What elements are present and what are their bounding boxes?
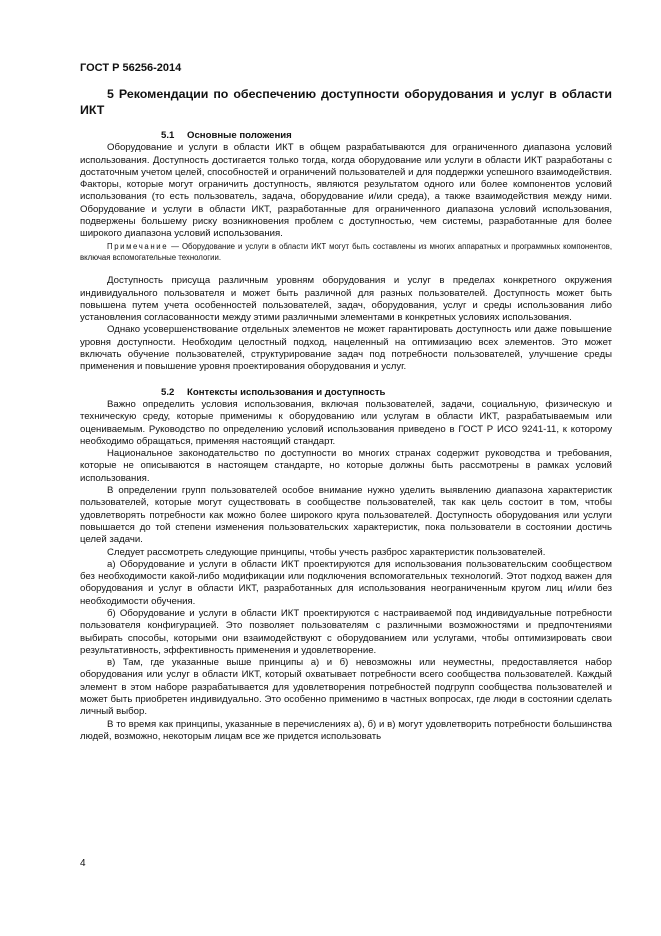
document-code: ГОСТ Р 56256-2014 <box>80 62 182 74</box>
subsection-heading-5-1 <box>80 130 612 142</box>
document-body <box>80 130 612 743</box>
subsection-heading-5-2 <box>80 387 612 399</box>
note-text: — Оборудование и услуги в области ИКТ могут быть составлены из многих аппаратных и программных компонентов, включая вспомогательные технологии. <box>80 241 612 262</box>
note-label: Примечание <box>107 241 169 251</box>
note <box>80 241 612 264</box>
paragraph: Важно определить условия использования, включая пользователей, задачи, социальную, физическую и техническую среду, которые применимы к оборудованию или услугам в области ИКТ, разрабатываемым или оцениваемым. Руководство по определению условий использования приведено в ГОСТ Р ИСО 9241-11, к которому необходимо обращаться, применяя настоящий стандарт. <box>80 398 612 447</box>
paragraph: Национальное законодательство по доступности во многих странах содержит руководства и требования, которые не описываются в настоящем стандарте, но которые должны быть рассмотрены в рамках условий использования. <box>80 448 612 484</box>
paragraph: Оборудование и услуги в области ИКТ в общем разрабатываются для ограниченного диапазона условий использования. Доступность достигается только тогда, когда оборудование или услуги в области ИКТ разработаны с достаточным учетом целей, способностей и ограничений пользователей и для поддержки успешного взаимодействия. Факторы, которые могут ограничить доступность, являются результатом одного или более компонентов условий использования (то есть пользователь, задача, оборудование и/или среда), а также взаимодействия между ними. Оборудование и услуги в области ИКТ, разработанные для ограниченного диапазона условий использования, подвержены большему риску возникновения проблем с доступностью, чем системы, разработанные для более широкого диапазона условий использования. <box>80 142 612 240</box>
subsection-number: 5.2 <box>161 386 175 398</box>
list-item-v: в) Там, где указанные выше принципы а) и б) невозможны или неуместны, предоставляется набор оборудования или услуг в области ИКТ, который охватывает потребности всего сообщества пользователей. Каждый элемент в этом наборе разрабатывается для удовлетворения потребностей подгрупп сообщества пользователей и может быть приобретен индивидуально. Это особенно применимо в частных вопросах, где люди в состоянии сделать личный выбор. <box>80 657 612 718</box>
section-title: 5 Рекомендации по обеспечению доступности оборудования и услуг в области ИКТ <box>80 87 612 117</box>
paragraph: В определении групп пользователей особое внимание нужно уделить выявлению диапазона характеристик пользователей, которые могут существовать в сообществе пользователей, так как цель состоит в том, чтобы удовлетворять потребности как можно более широкого круга пользователей. Доступность оборудования или услуги повышается до той степени изменения пользовательских характеристик, пока пользователи в состоянии достичь целей задачи. <box>80 485 612 546</box>
paragraph: Однако усовершенствование отдельных элементов не может гарантировать доступность или даже повышение уровня доступности. Необходим целостный подход, нацеленный на оптимизацию всех элементов. Это может включать обучение пользователей, структурирование задач под потребности пользователей, улучшение среды применения и повышение уровня проектирования оборудования и услуг. <box>80 324 612 373</box>
subsection-title: Контексты использования и доступность <box>187 386 386 398</box>
list-item-a: а) Оборудование и услуги в области ИКТ проектируются для использования пользовательским сообществом без необходимости какой-либо модификации или подключения вспомогательных технологий. Этот подход важен для оборудования и услуг в области ИКТ, разработанных для использования неограниченным кругом лиц и/или без необходимости обучения. <box>80 558 612 607</box>
paragraph: В то время как принципы, указанные в перечислениях а), б) и в) могут удовлетворить потребности большинства людей, возможно, некоторым лицам все же придется использовать <box>80 718 612 742</box>
paragraph: Следует рассмотреть следующие принципы, чтобы учесть разброс характеристик пользователей. <box>107 546 546 558</box>
list-item-b: б) Оборудование и услуги в области ИКТ проектируются с настраиваемой под индивидуальные потребности пользователя конфигурацией. Это позволяет пользователям с различными возможностями и предпочтениями выбирать способы, которыми они взаимодействуют с оборудованием или услугами, чтобы оптимизировать свои результативность, эффективность применения и удовлетворение. <box>80 607 612 656</box>
page-number: 4 <box>80 858 86 869</box>
subsection-title: Основные положения <box>187 130 292 141</box>
subsection-number: 5.1 <box>161 130 175 141</box>
paragraph: Доступность присуща различным уровням оборудования и услуг в пределах конкретного окружения индивидуального пользователя и может быть различной для разных пользователей. Доступность может быть повышена путем учета особенностей пользователей, задач, оборудования, услуг и среды использования либо установления согласованности между этими различными элементами в конкретных условиях использования. <box>80 275 612 324</box>
